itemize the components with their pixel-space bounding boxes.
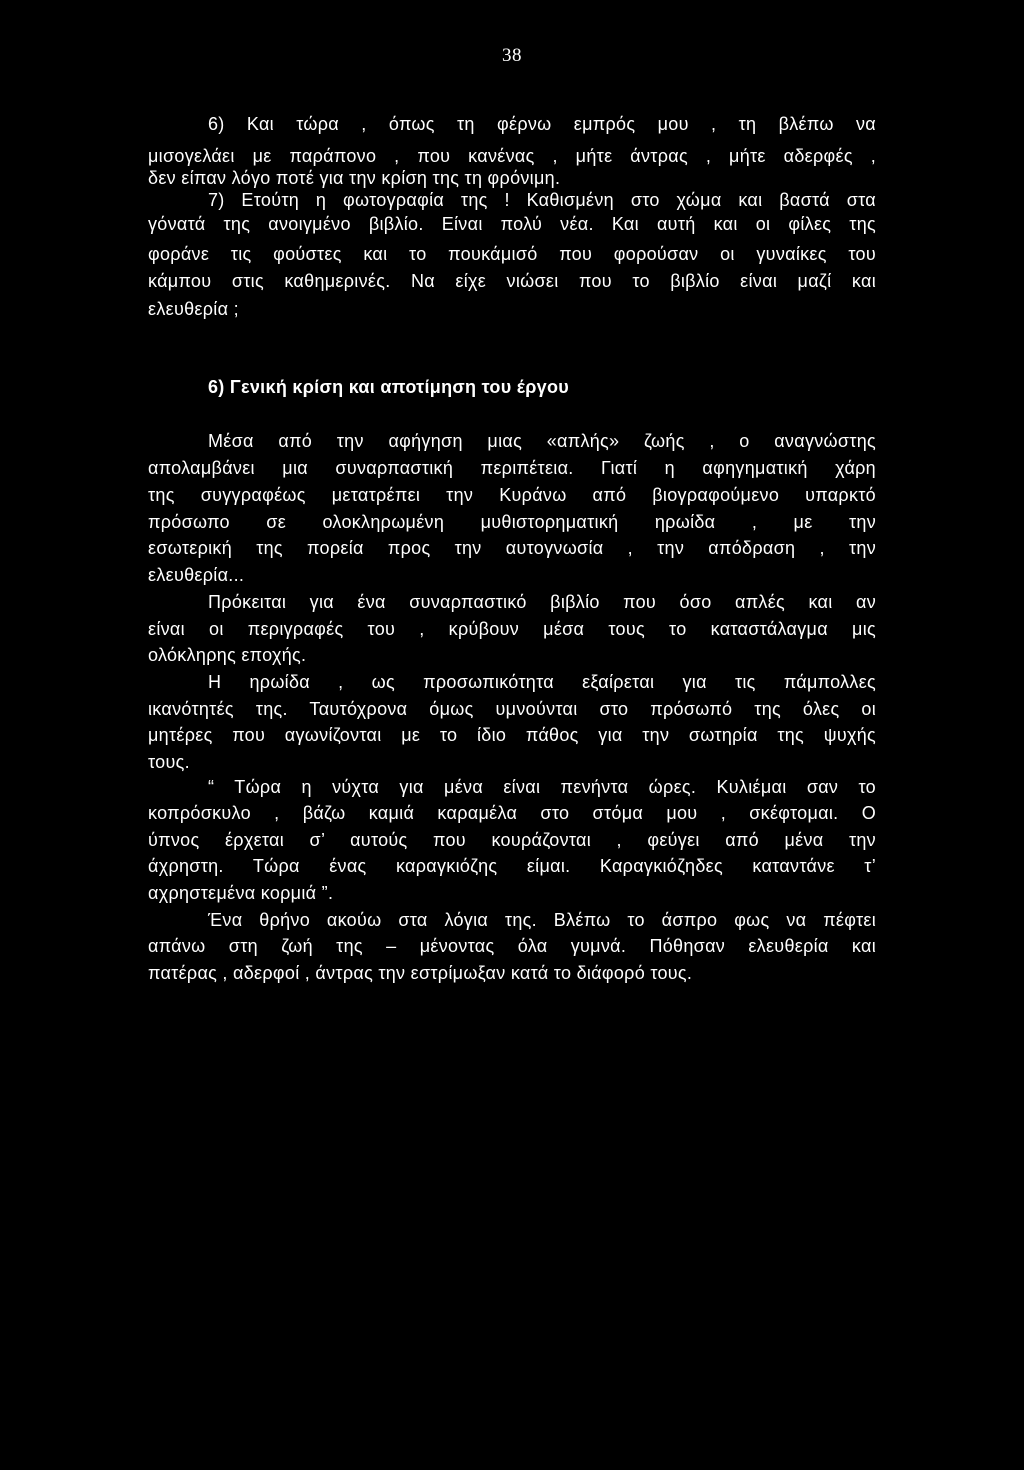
text-line: Η ηρωίδα , ως προσωπικότητα εξαίρεται για τις πάμπολλες [208, 672, 876, 692]
text-line: ελευθερία ; [148, 299, 239, 319]
text-line: ύπνος έρχεται σ’ αυτούς που κουράζονται , φεύγει από μένα την [148, 830, 876, 850]
text-line: πρόσωπο σε ολοκληρωμένη μυθιστορηματική ηρωίδα , με την [148, 512, 876, 532]
text-line: Μέσα από την αφήγηση μιας «απλής» ζωής , ο αναγνώστης [208, 431, 876, 451]
text-line: είναι οι περιγραφές του , κρύβουν μέσα τους το καταστάλαγμα μις [148, 619, 876, 639]
section-heading: 6) Γενική κρίση και αποτίμηση του έργου [208, 377, 570, 397]
page-number: 38 [502, 45, 522, 66]
text-line: ικανότητές της. Ταυτόχρονα όμως υμνούνται στο πρόσωπό της όλες οι [148, 699, 876, 719]
text-line: 7) Ετούτη η φωτογραφία της ! Καθισμένη στο χώμα και βαστά στα [208, 190, 876, 210]
text-line: 6) Και τώρα , όπως τη φέρνω εμπρός μου , τη βλέπω να [208, 114, 876, 134]
text-line: “ Τώρα η νύχτα για μένα είναι πενήντα ώρες. Κυλιέμαι σαν το [208, 777, 876, 797]
text-line: ολόκληρης εποχής. [148, 645, 307, 665]
text-line: Πρόκειται για ένα συναρπαστικό βιβλίο που όσο απλές και αν [208, 592, 876, 612]
text-line: εσωτερική της πορεία προς την αυτογνωσία , την απόδραση , την [148, 538, 876, 558]
text-line: αχρηστεμένα κορμιά ”. [148, 883, 334, 903]
text-line: κάμπου στις καθημερινές. Να είχε νιώσει που το βιβλίο είναι μαζί και [148, 271, 876, 291]
text-line: μισογελάει με παράπονο , που κανένας , μήτε άντρας , μήτε αδερφές , [148, 146, 876, 166]
text-line: φοράνε τις φούστες και το πουκάμισό που φορούσαν οι γυναίκες του [148, 244, 876, 264]
text-line: μητέρες που αγωνίζονται με το ίδιο πάθος για την σωτηρία της ψυχής [148, 725, 876, 745]
text-line: γόνατά της ανοιγμένο βιβλίο. Είναι πολύ νέα. Και αυτή και οι φίλες της [148, 214, 876, 234]
text-line: Ένα θρήνο ακούω στα λόγια της. Βλέπω το άσπρο φως να πέφτει [208, 910, 876, 930]
text-line: απολαμβάνει μια συναρπαστική περιπέτεια. Γιατί η αφηγηματική χάρη [148, 458, 876, 478]
text-line: της συγγραφέως μετατρέπει την Κυράνω από βιογραφούμενο υπαρκτό [148, 485, 876, 505]
text-line: απάνω στη ζωή της – μένοντας όλα γυμνά. Πόθησαν ελευθερία και [148, 936, 876, 956]
text-line: άχρηστη. Τώρα ένας καραγκιόζης είμαι. Καραγκιόζηδες καταντάνε τ’ [148, 856, 876, 876]
text-line: ελευθερία... [148, 565, 245, 585]
text-line: κοπρόσκυλο , βάζω καμιά καραμέλα στο στόμα μου , σκέφτομαι. Ο [148, 803, 876, 823]
text-line: τους. [148, 752, 190, 772]
text-line: δεν είπαν λόγο ποτέ για την κρίση της τη φρόνιμη. [148, 168, 561, 188]
text-line: πατέρας , αδερφοί , άντρας την εστρίμωξαν κατά το διάφορό τους. [148, 963, 693, 983]
